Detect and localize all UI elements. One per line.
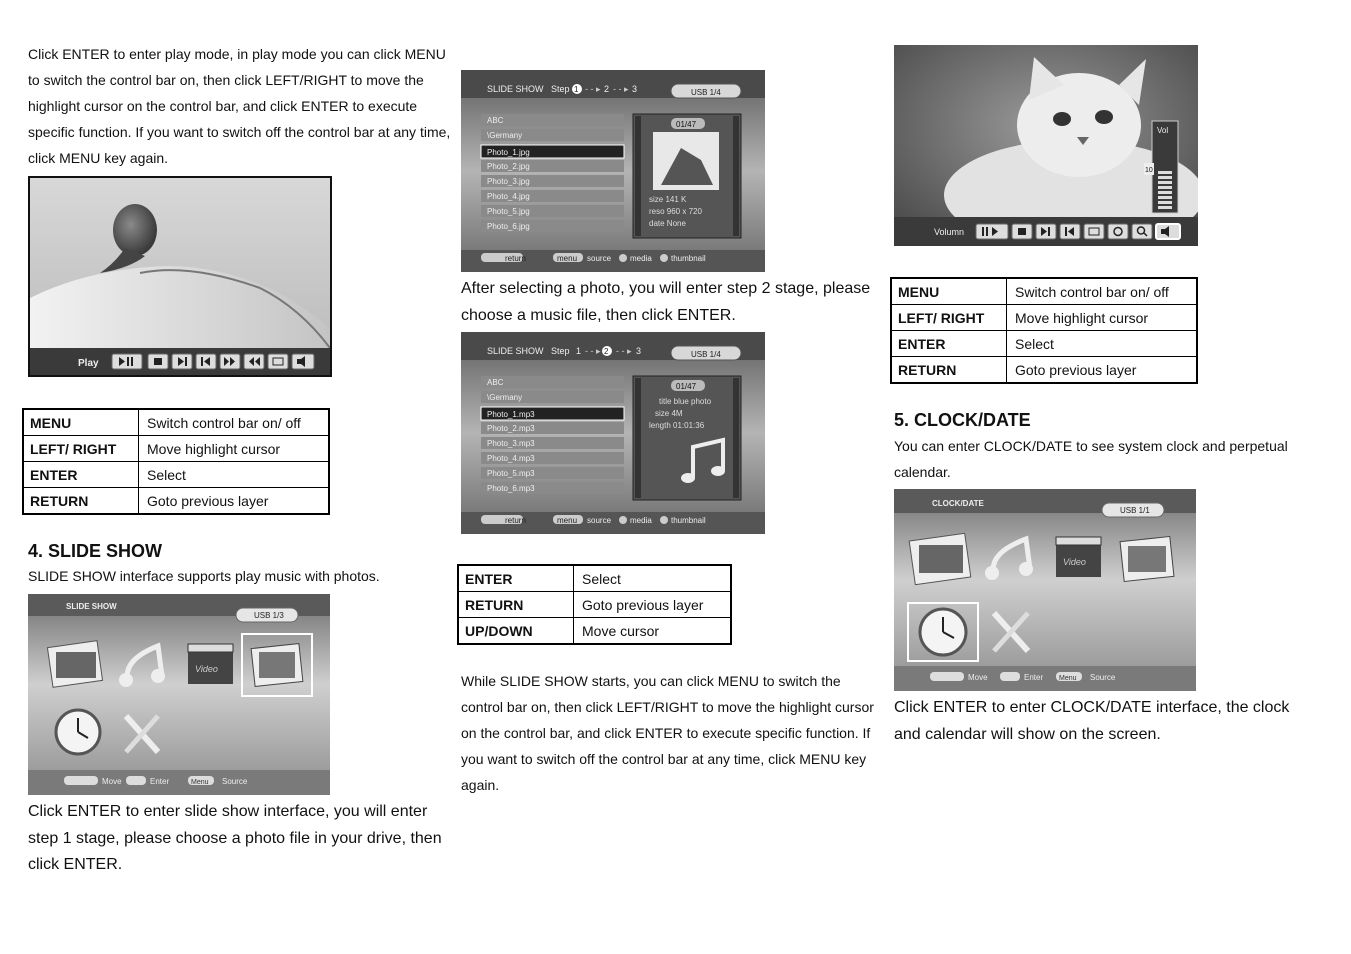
volume-keys-table: [890, 277, 1198, 384]
key-desc: Select: [574, 565, 732, 592]
usb-badge: USB 1/3: [254, 611, 284, 620]
hint-source: source: [587, 254, 612, 263]
volume-screenshot: [894, 45, 1198, 246]
preview-panel: [633, 114, 741, 238]
key-name: UP/DOWN: [458, 618, 574, 645]
clock-date-after: Click ENTER to enter CLOCK/DATE interface, the clock and calendar will show on the screen.: [894, 699, 1290, 743]
hint-menu: Menu: [191, 779, 209, 786]
usb-badge: USB 1/4: [691, 350, 721, 359]
screen-title: SLIDE SHOW: [487, 84, 544, 94]
file-item-selected: Photo_1.jpg: [487, 148, 530, 157]
file-info: size 141 K: [649, 195, 687, 204]
slide-show-after: Click ENTER to enter slide show interface, you will enter step 1 stage, please choose a photo file in your drive, then click ENTER.: [28, 803, 442, 873]
video-icon: [1056, 537, 1101, 577]
step-num: 3: [632, 84, 638, 94]
hint-menu: menu: [557, 254, 578, 263]
after-photo-text: After selecting a photo, you will enter step 2 stage, please choose a music file, then click ENTER.: [461, 280, 871, 324]
key-desc: Move cursor: [574, 618, 732, 645]
hint-move: Move: [102, 777, 122, 786]
step-label: Step: [551, 84, 570, 94]
video-icon: [188, 644, 233, 684]
key-row: [23, 436, 329, 462]
step-keys-table-wrap: [457, 564, 732, 645]
file-item: Photo_2.jpg: [487, 162, 530, 171]
key-desc: Select: [139, 462, 330, 488]
svg-text:Video: Video: [1063, 557, 1086, 567]
photo-icon: [47, 641, 102, 688]
clock-icon: [56, 710, 100, 754]
key-desc: Select: [1007, 331, 1198, 357]
hint-return: return: [505, 254, 526, 263]
key-row: [891, 331, 1197, 357]
screen-title: SLIDE SHOW: [487, 346, 544, 356]
file-item: Photo_3.mp3: [487, 439, 535, 448]
play-label: Play: [78, 358, 99, 369]
play-mode-intro: Click ENTER to enter play mode, in play mode you can click MENU to switch the control bar on, then click LEFT/RIGHT to move the highlight cursor on the control bar, and click ENTER to execute specific function. If you want to switch off the control bar at any time, click MENU key again.: [28, 46, 451, 166]
file-info: size 4M: [655, 409, 683, 418]
file-item: Photo_4.jpg: [487, 192, 530, 201]
step2-screenshot: [461, 332, 765, 534]
slide-show-heading: 4. SLIDE SHOW: [28, 541, 163, 561]
key-name: RETURN: [891, 357, 1007, 384]
photo-icon: [909, 533, 971, 584]
volume-level: 10: [1145, 167, 1153, 174]
hint-menu: Menu: [1059, 675, 1077, 682]
step1-screenshot: [461, 70, 765, 272]
hint-move: Move: [968, 673, 988, 682]
hint-media: media: [630, 516, 652, 525]
key-name: LEFT/ RIGHT: [891, 305, 1007, 331]
key-row: [458, 592, 731, 618]
preview-panel: [633, 376, 741, 500]
step-num: 1: [576, 346, 582, 356]
file-item: Photo_5.mp3: [487, 469, 535, 478]
file-counter: 01/47: [676, 120, 697, 129]
svg-text:- - ▸: - - ▸: [613, 84, 629, 94]
key-row: [891, 305, 1197, 331]
step-num-active: 1: [574, 85, 579, 94]
key-row: [458, 618, 731, 645]
key-name: MENU: [23, 409, 139, 436]
hint-media: media: [630, 254, 652, 263]
file-info: length 01:01:36: [649, 421, 705, 430]
file-item: ABC: [487, 116, 504, 125]
volume-keys-table-wrap: [890, 277, 1198, 384]
hint-return: return: [505, 516, 526, 525]
hint-thumbnail: thumbnail: [671, 254, 706, 263]
slide-show-menu-screenshot: [28, 594, 330, 795]
key-row: [891, 278, 1197, 305]
file-item: Photo_6.mp3: [487, 484, 535, 493]
key-desc: Goto previous layer: [139, 488, 330, 515]
while-slideshow-text: While SLIDE SHOW starts, you can click MENU to switch the control bar on, then click LEFT/RIGHT to move the highlight cursor on the control bar, and click ENTER to execute specific function. If you want to switch off the control bar at any time, click MENU key again.: [461, 673, 874, 793]
step-label: Step: [551, 346, 570, 356]
file-item: Photo_5.jpg: [487, 207, 530, 216]
key-desc: Switch control bar on/ off: [1007, 278, 1198, 305]
step-num-active: 2: [604, 347, 609, 356]
svg-text:- - ▸: - - ▸: [585, 84, 601, 94]
usb-badge: USB 1/1: [1120, 506, 1150, 515]
screen-title: SLIDE SHOW: [66, 602, 117, 611]
key-row: [891, 357, 1197, 384]
usb-badge: USB 1/4: [691, 88, 721, 97]
key-row: [23, 462, 329, 488]
key-name: ENTER: [458, 565, 574, 592]
key-name: RETURN: [23, 488, 139, 515]
key-name: RETURN: [458, 592, 574, 618]
hint-enter: Enter: [150, 777, 170, 786]
hint-source: Source: [1090, 673, 1116, 682]
volume-label: Vol: [1157, 126, 1169, 135]
file-item-selected: Photo_1.mp3: [487, 410, 535, 419]
key-name: LEFT/ RIGHT: [23, 436, 139, 462]
clock-date-heading: 5. CLOCK/DATE: [894, 410, 1031, 430]
play-keys-table: [22, 408, 330, 515]
file-item: Photo_6.jpg: [487, 222, 530, 231]
file-item: \Germany: [487, 131, 523, 140]
key-desc: Goto previous layer: [1007, 357, 1198, 384]
file-item: Photo_2.mp3: [487, 424, 535, 433]
play-mode-screenshot: [28, 176, 332, 377]
key-name: MENU: [891, 278, 1007, 305]
volume-bar-label: Volumn: [934, 227, 965, 237]
play-keys-table-wrap: [22, 408, 330, 515]
hint-source: Source: [222, 777, 248, 786]
step-num: 3: [636, 346, 642, 356]
hint-source: source: [587, 516, 612, 525]
key-name: ENTER: [891, 331, 1007, 357]
step-num: 2: [604, 84, 610, 94]
file-item: ABC: [487, 378, 504, 387]
key-desc: Move highlight cursor: [1007, 305, 1198, 331]
slide-show-desc: SLIDE SHOW interface supports play music with photos.: [28, 568, 380, 584]
key-row: [458, 565, 731, 592]
file-counter: 01/47: [676, 382, 697, 391]
key-name: ENTER: [23, 462, 139, 488]
file-item: \Germany: [487, 393, 523, 402]
svg-text:- - ▸: - - ▸: [585, 346, 601, 356]
screen-title: CLOCK/DATE: [932, 499, 984, 508]
file-item: Photo_3.jpg: [487, 177, 530, 186]
svg-text:- - ▸: - - ▸: [616, 346, 632, 356]
svg-text:Video: Video: [195, 664, 218, 674]
clock-date-screenshot: [894, 489, 1196, 691]
key-desc: Move highlight cursor: [139, 436, 330, 462]
file-item: Photo_4.mp3: [487, 454, 535, 463]
file-info: title blue photo: [659, 397, 712, 406]
key-row: [23, 488, 329, 515]
key-row: [23, 409, 329, 436]
key-desc: Switch control bar on/ off: [139, 409, 330, 436]
clock-date-desc: You can enter CLOCK/DATE to see system clock and perpetual calendar.: [894, 438, 1288, 480]
photo-stack-icon: [1120, 536, 1174, 581]
step-keys-table: [457, 564, 732, 645]
hint-thumbnail: thumbnail: [671, 516, 706, 525]
key-desc: Goto previous layer: [574, 592, 732, 618]
file-info: date None: [649, 219, 686, 228]
hint-menu: menu: [557, 516, 578, 525]
hint-enter: Enter: [1024, 673, 1044, 682]
file-info: reso 960 x 720: [649, 207, 702, 216]
